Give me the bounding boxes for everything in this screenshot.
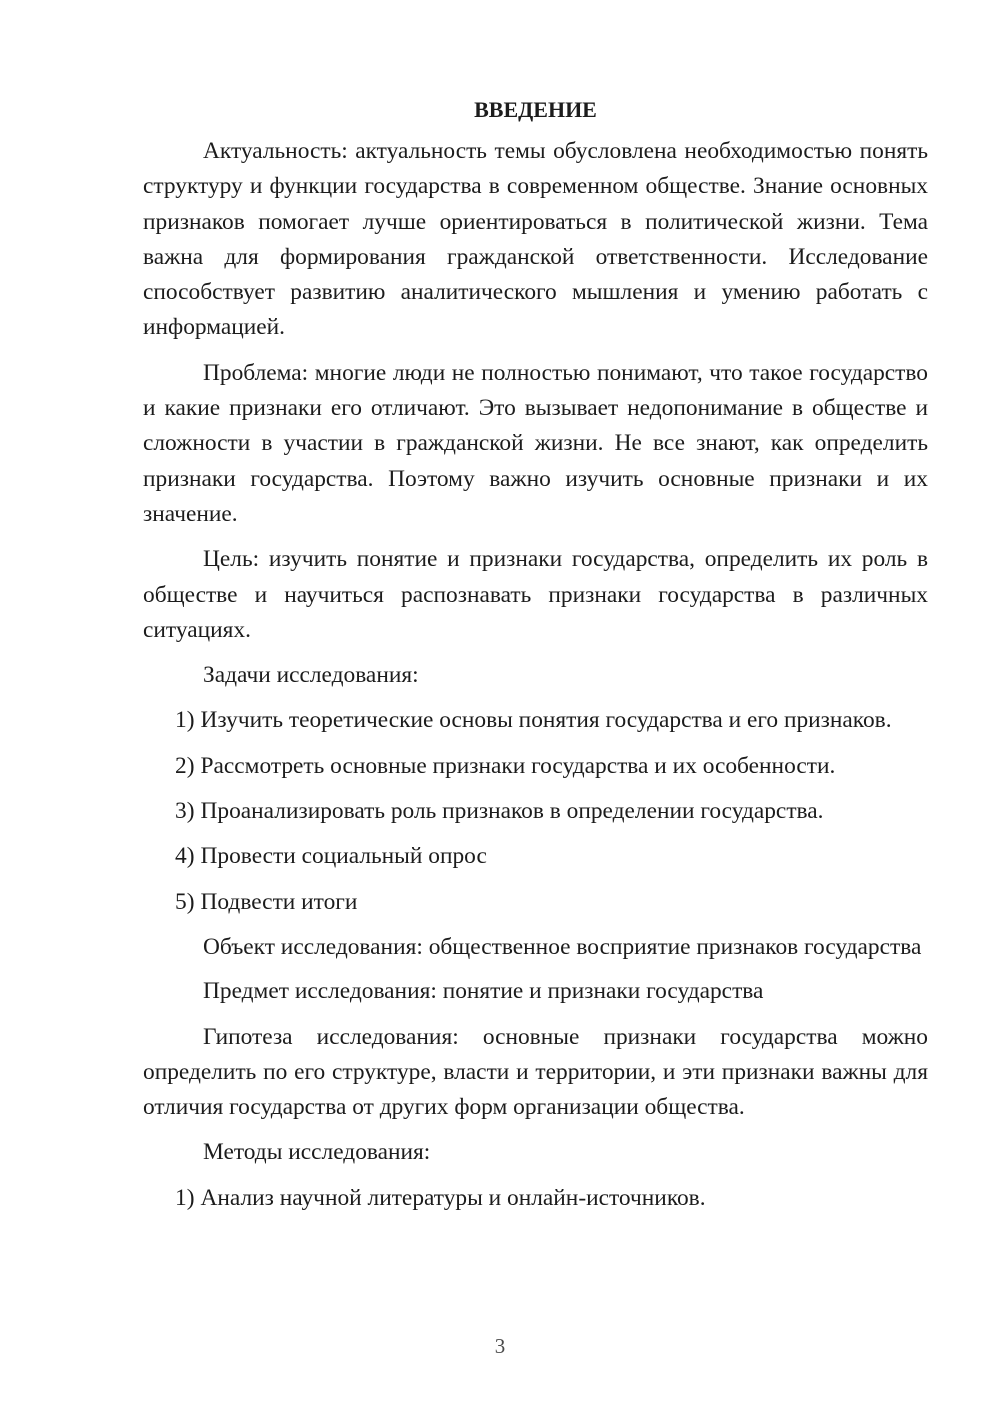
relevance-paragraph: Актуальность: актуальность темы обусловлена необходимостью понять структуру и функции государства в современном обществе. Знание основных признаков помогает лучше ориентироваться в политической жизни. Тема важна для формирования гражданской ответственности. Исследование способствует развитию аналитического мышления и умению работать с информацией. [143,138,928,341]
method-text: Анализ научной литературы и онлайн-источников. [200,1184,706,1211]
task-marker: 1) [175,707,195,734]
task-text: Рассмотреть основные признаки государства и их особенности. [200,752,836,779]
task-item-2 [143,749,928,784]
methods-heading: Методы исследования: [203,1139,431,1166]
task-item-3 [143,794,928,829]
method-item-1 [143,1181,928,1216]
task-text: Изучить теоретические основы понятия государства и его признаков. [200,707,892,734]
object-paragraph: Объект исследования: общественное восприятие признаков государства [203,933,922,960]
task-text: Проанализировать роль признаков в определении государства. [200,798,824,825]
task-marker: 4) [175,843,195,870]
task-item-5 [143,885,928,920]
page-number: 3 [494,1334,506,1358]
tasks-heading: Задачи исследования: [203,662,419,689]
task-item-4 [143,839,928,874]
section-title: ВВЕДЕНИЕ [474,97,597,122]
task-text: Подвести итоги [200,888,358,915]
task-marker: 3) [175,798,195,825]
task-marker: 2) [175,752,195,779]
subject-paragraph: Предмет исследования: понятие и признаки государства [203,978,764,1005]
hypothesis-paragraph: Гипотеза исследования: основные признаки государства можно определить по его структуре, власти и территории, и эти признаки важны для отличия государства от других форм организации общества. [143,1023,928,1121]
task-marker: 5) [175,888,195,915]
document-page [143,92,928,1226]
problem-paragraph: Проблема: многие люди не полностью понимают, что такое государство и какие признаки его отличают. Это вызывает недопонимание в обществе и сложности в участии в гражданской жизни. Не все знают, как определить признаки государства. Поэтому важно изучить основные признаки и их значение. [143,359,928,527]
method-marker: 1) [175,1184,195,1211]
task-text: Провести социальный опрос [200,843,487,870]
goal-paragraph: Цель: изучить понятие и признаки государства, определить их роль в обществе и научиться распознавать признаки государства в различных ситуациях. [143,546,928,643]
task-item-1 [143,703,928,738]
